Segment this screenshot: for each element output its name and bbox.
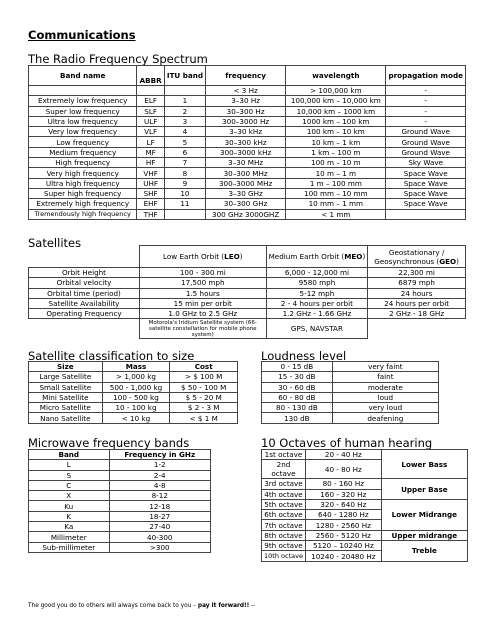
satclass-cell: Micro Satellite [29,403,103,413]
rf-header-cell: ABBR [137,66,164,86]
rf-cell: HF [137,158,164,168]
microwave-heading: Microwave frequency bands [28,436,190,450]
rf-cell: 100 mm – 10 mm [286,188,386,198]
rf-cell: 1 [164,96,205,106]
microwave-cell: 40-300 [109,532,210,542]
satellites-label: Operating Frequency [29,309,140,319]
rf-cell: MF [137,147,164,157]
loudness-row [262,392,439,402]
rf-row [29,137,466,147]
satclass-cell: < 10 kg [102,413,170,423]
microwave-cell: 4-8 [109,480,210,490]
rf-band-name: Ultra low frequency [29,116,137,126]
rf-cell: THF [137,209,164,219]
satellites-note-blank [29,319,140,339]
microwave-row [29,460,211,470]
loudness-row [262,382,439,392]
rf-row [29,147,466,157]
microwave-cell: X [29,491,110,501]
loudness-heading: Loudness level [261,349,347,363]
rf-cell: 3–30 GHz [206,188,286,198]
rf-cell: EHF [137,199,164,209]
rf-cell: 11 [164,199,205,209]
satellites-corner [29,246,140,268]
rf-cell: Sky Wave [386,158,466,168]
rf-cell: 10 [164,188,205,198]
satclass-cell: $ 50 - 100 M [170,382,238,392]
rf-band-name: Ultra high frequency [29,178,137,188]
octave-group: Treble [381,541,467,562]
rf-cell: Ground Wave [386,137,466,147]
satellites-cell: 1.0 GHz to 2.5 GHz [139,309,266,319]
satellites-cell: 6879 mph [368,278,466,288]
satclass-cell: > 1,000 kg [102,372,170,382]
octaves-table [261,449,468,562]
satclass-heading: Satellite classification to size [28,349,195,363]
rf-cell [164,209,205,219]
satellites-cell: 100 - 300 mi [139,268,266,278]
rf-row [29,168,466,178]
octave-label: 9th octave [262,541,306,551]
microwave-row [29,470,211,480]
rf-header-cell: Band name [29,66,137,86]
rf-cell: 100,000 km – 10,000 km [286,96,386,106]
octave-label: 8th octave [262,530,306,540]
rf-band-name: Extremely low frequency [29,96,137,106]
rf-cell: 10 mm – 1 mm [286,199,386,209]
satclass-cell: Nano Satellite [29,413,103,423]
satellites-cell: 24 hours per orbit [368,298,466,308]
microwave-table [28,449,211,553]
loudness-cell: 80 - 130 dB [262,403,333,413]
loudness-cell: loud [332,392,438,402]
satellites-label: Satellite Availability [29,298,140,308]
rf-cell: Space Wave [386,188,466,198]
satclass-cell: $ 2 - 3 M [170,403,238,413]
satclass-row [29,403,238,413]
loudness-row [262,362,439,372]
microwave-row [29,542,211,552]
octave-group: Upper midrange [381,530,467,540]
meo-header: Medium Earth Orbit (MEO) [266,246,368,268]
satellites-label: Orbital velocity [29,278,140,288]
octave-label: 1st octave [262,450,306,460]
rf-row [29,199,466,209]
rf-cell: 3–30 MHz [206,158,286,168]
rf-band-name [29,86,137,96]
rf-cell: 300–3000 kHz [206,147,286,157]
satclass-cell: > $ 100 M [170,372,238,382]
rf-cell: 300–3000 MHz [206,178,286,188]
rf-row [29,96,466,106]
satellites-cell: 17,500 mph [139,278,266,288]
octave-row [262,530,468,540]
satellites-cell: 24 hours [368,288,466,298]
octave-range: 40 - 80 Hz [305,460,381,479]
rf-band-name: Very high frequency [29,168,137,178]
microwave-cell: S [29,470,110,480]
satellites-label: Orbital time (period) [29,288,140,298]
octave-range: 5120 – 10240 Hz [305,541,381,551]
satellites-cell: 6,000 - 12,000 mi [266,268,368,278]
microwave-cell: 18-27 [109,511,210,521]
loudness-cell: moderate [332,382,438,392]
microwave-row [29,522,211,532]
octave-range: 1280 - 2560 Hz [305,520,381,530]
microwave-cell: 12-18 [109,501,210,511]
rf-cell: 1 m – 100 mm [286,178,386,188]
rf-cell [137,86,164,96]
rf-cell: Ground Wave [386,147,466,157]
rf-band-name: Low frequency [29,137,137,147]
microwave-cell: 27-40 [109,522,210,532]
geo-header: Geostationary / Geosynchronous (GEO) [368,246,466,268]
satclass-cell: < $ 1 M [170,413,238,423]
satellites-table [28,245,466,339]
octave-range: 160 - 320 Hz [305,489,381,499]
rf-cell: SHF [137,188,164,198]
rf-cell: VLF [137,127,164,137]
satclass-header-row [29,362,238,372]
rf-cell: > 100,000 km [286,86,386,96]
microwave-cell: Sub-millimeter [29,542,110,552]
rf-cell: VHF [137,168,164,178]
rf-cell: 30–300 GHz [206,199,286,209]
footer-quote: The good you do to others will always come back to you – pay it forward!! -- [28,603,256,609]
rf-cell: SLF [137,106,164,116]
loudness-row [262,413,439,423]
satclass-cell: 10 - 100 kg [102,403,170,413]
rf-cell: UHF [137,178,164,188]
rf-band-name: Super low frequency [29,106,137,116]
satclass-cell: $ 5 - 20 M [170,392,238,402]
loudness-cell: very faint [332,362,438,372]
rf-cell [386,209,466,219]
rf-row [29,209,466,219]
microwave-cell: C [29,480,110,490]
rf-row [29,106,466,116]
rf-cell: - [386,86,466,96]
octave-row [262,450,468,460]
octave-row [262,499,468,509]
loudness-cell: 30 - 60 dB [262,382,333,392]
rf-cell: - [386,96,466,106]
rf-cell: 30–300 Hz [206,106,286,116]
octave-range: 2560 - 5120 Hz [305,530,381,540]
satclass-row [29,382,238,392]
octave-label: 5th octave [262,499,306,509]
satellites-header-row [29,246,466,268]
satellites-row [29,309,466,319]
rf-cell: 6 [164,147,205,157]
rf-row [29,86,466,96]
rf-heading: The Radio Frequency Spectrum [28,52,208,66]
satellites-cell: 22,300 mi [368,268,466,278]
satellites-cell: 2 GHz - 18 GHz [368,309,466,319]
rf-cell: 5 [164,137,205,147]
satellites-row [29,298,466,308]
rf-cell: 300 GHz 3000GHZ [206,209,286,219]
microwave-cell: Ka [29,522,110,532]
rf-cell: 9 [164,178,205,188]
satellites-cell: 1.2 GHz - 1.66 GHz [266,309,368,319]
satellites-row [29,288,466,298]
satellites-cell: 2 - 4 hours per orbit [266,298,368,308]
loudness-cell: very loud [332,403,438,413]
rf-cell [164,86,205,96]
octave-group: Upper Base [381,479,467,500]
rf-band-name: Medium frequency [29,147,137,157]
loudness-cell: deafening [332,413,438,423]
satclass-cell: Mini Satellite [29,392,103,402]
iridium-note: Motorola's Iridium Satellite system (66-satellite constellation for mobile phone system) [139,319,266,339]
octave-range: 10240 - 20480 Hz [305,551,381,561]
rf-cell: 3–30 Hz [206,96,286,106]
octave-range: 320 - 640 Hz [305,499,381,509]
microwave-cell: 2-4 [109,470,210,480]
microwave-cell: 8-12 [109,491,210,501]
rf-band-name: Tremendously high frequency [29,209,137,219]
octave-range: 640 - 1280 Hz [305,510,381,520]
rf-cell: 2 [164,106,205,116]
rf-cell: 3 [164,116,205,126]
satellites-note-blank [368,319,466,339]
rf-cell: 1000 km – 100 km [286,116,386,126]
octave-label: 4th octave [262,489,306,499]
rf-cell: < 1 mm [286,209,386,219]
rf-row [29,127,466,137]
rf-band-name: Super high frequency [29,188,137,198]
rf-cell: 100 m – 10 m [286,158,386,168]
rf-cell: ULF [137,116,164,126]
satclass-cell: 100 - 500 kg [102,392,170,402]
loudness-cell: 0 - 15 dB [262,362,333,372]
rf-cell: 30–300 MHz [206,168,286,178]
satclass-row [29,413,238,423]
rf-header-row [29,66,466,86]
rf-cell: 100 km – 10 km [286,127,386,137]
octave-label: 2nd octave [262,460,306,479]
satclass-row [29,372,238,382]
satellites-cell: 1.5 hours [139,288,266,298]
satclass-header-cell: Cost [170,362,238,372]
rf-cell: 3–30 kHz [206,127,286,137]
octaves-heading: 10 Octaves of human hearing [261,436,433,450]
microwave-cell: Millimeter [29,532,110,542]
loudness-row [262,403,439,413]
rf-row [29,158,466,168]
octave-row [262,479,468,489]
satclass-cell: 500 - 1,000 kg [102,382,170,392]
octave-label: 7th octave [262,520,306,530]
rf-cell: 30–300 kHz [206,137,286,147]
loudness-row [262,372,439,382]
microwave-row [29,501,211,511]
gps-note: GPS, NAVSTAR [266,319,368,339]
satclass-cell: Large Satellite [29,372,103,382]
rf-cell: 300–3000 Hz [206,116,286,126]
rf-cell: 4 [164,127,205,137]
rf-cell: 10 m – 1 m [286,168,386,178]
satclass-cell: Small Satellite [29,382,103,392]
satellites-label: Orbit Height [29,268,140,278]
rf-band-name: Very low frequency [29,127,137,137]
satellites-cell: 9580 mph [266,278,368,288]
microwave-cell: L [29,460,110,470]
loudness-cell: 130 dB [262,413,333,423]
satclass-table [28,361,238,424]
loudness-cell: 60 - 80 dB [262,392,333,402]
microwave-row [29,491,211,501]
rf-cell: Space Wave [386,168,466,178]
rf-band-name: Extremely high frequency [29,199,137,209]
rf-cell: < 3 Hz [206,86,286,96]
octave-range: 80 - 160 Hz [305,479,381,489]
rf-cell: Ground Wave [386,127,466,137]
rf-cell: 10 km – 1 km [286,137,386,147]
microwave-header-row [29,450,211,460]
rf-cell: - [386,116,466,126]
rf-cell: ELF [137,96,164,106]
octave-label: 6th octave [262,510,306,520]
rf-table [28,65,466,220]
leo-header: Low Earth Orbit (LEO) [139,246,266,268]
satellites-note-row [29,319,466,339]
microwave-row [29,511,211,521]
microwave-header-cell: Band [29,450,110,460]
loudness-table [261,361,439,424]
microwave-row [29,532,211,542]
satclass-header-cell: Size [29,362,103,372]
rf-cell: 7 [164,158,205,168]
octave-label: 10th octave [262,551,306,561]
loudness-cell: faint [332,372,438,382]
page-title: Communications [28,28,136,42]
rf-cell: LF [137,137,164,147]
rf-cell: - [386,106,466,116]
rf-row [29,116,466,126]
rf-cell: 8 [164,168,205,178]
rf-row [29,188,466,198]
octave-group: Lower Midrange [381,499,467,530]
octave-row [262,541,468,551]
rf-cell: 1 km – 100 m [286,147,386,157]
rf-cell: Space Wave [386,199,466,209]
octave-range: 20 - 40 Hz [305,450,381,460]
satellites-cell: 5-12 mph [266,288,368,298]
microwave-header-cell: Frequency in GHz [109,450,210,460]
rf-row [29,178,466,188]
loudness-cell: 15 - 30 dB [262,372,333,382]
satellites-row [29,268,466,278]
satellites-cell: 15 min per orbit [139,298,266,308]
satclass-row [29,392,238,402]
octave-group: Lower Bass [381,450,467,479]
microwave-cell: >300 [109,542,210,552]
satellites-heading: Satellites [28,236,82,250]
rf-cell: 10,000 km – 1000 km [286,106,386,116]
satellites-row [29,278,466,288]
microwave-cell: 1-2 [109,460,210,470]
microwave-row [29,480,211,490]
rf-header-cell: wavelength [286,66,386,86]
rf-header-cell: propagation mode [386,66,466,86]
rf-header-cell: ITU band [164,66,205,86]
microwave-cell: Ku [29,501,110,511]
satclass-header-cell: Mass [102,362,170,372]
octave-label: 3rd octave [262,479,306,489]
rf-header-cell: frequency [206,66,286,86]
microwave-cell: K [29,511,110,521]
rf-cell: Space Wave [386,178,466,188]
rf-band-name: High frequency [29,158,137,168]
